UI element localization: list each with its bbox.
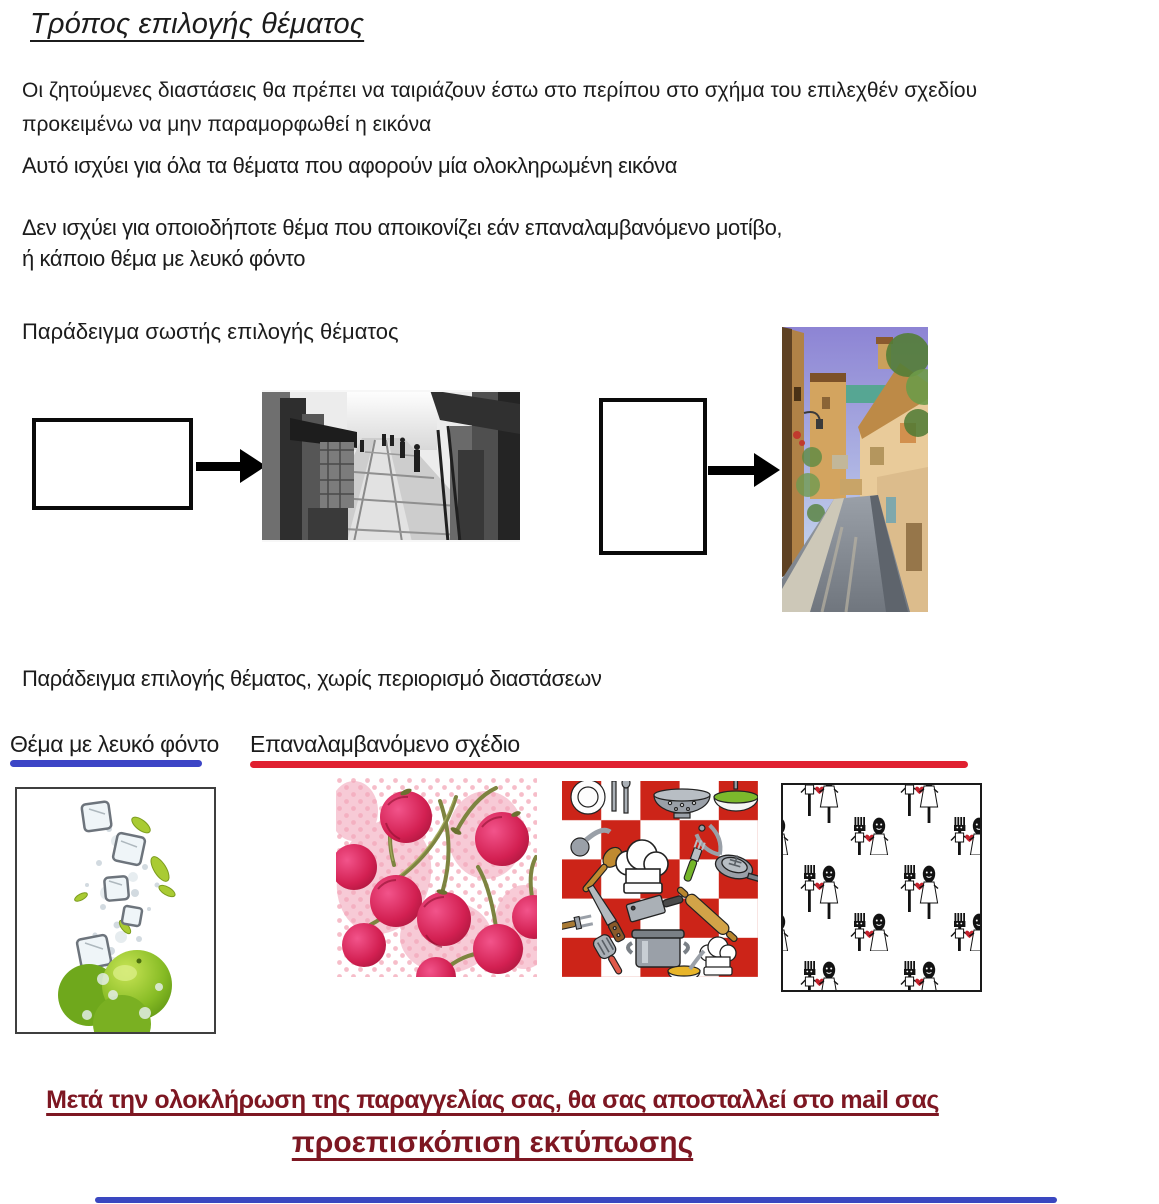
cherries-pattern-image [336, 777, 537, 977]
free-example-heading: Παράδειγμα επιλογής θέματος, χωρίς περιορισμό διαστάσεων [22, 666, 602, 691]
paragraph-applies: Αυτό ισχύει για όλα τα θέματα που αφορούν μία ολοκληρωμένη εικόνα [22, 153, 678, 178]
paragraph-dimensions-line1: Οι ζητούμενες διαστάσεις θα πρέπει να ταιριάζουν έστω στο περίπου στο σχήμα του επιλεχθέν σχεδίου [22, 79, 978, 102]
right-arrow-icon [708, 452, 780, 488]
footer-line1: Μετά την ολοκλήρωση της παραγγελίας σας, θα σας αποσταλλεί στο mail σας [46, 1086, 939, 1114]
footer-line2: προεπισκόπιση εκτύπωσης [291, 1126, 694, 1159]
kitchen-pattern-image [562, 781, 758, 977]
repeating-pattern-label: Επαναλαμβανόμενο σχέδιο [250, 731, 520, 757]
blue-underline-bar [10, 760, 202, 767]
paragraph-not-applies-line1: Δεν ισχύει για οποιοδήποτε θέμα που αποικονίζει εάν επαναλαμβανόμενο μοτίβο, [22, 215, 783, 240]
correct-example-heading: Παράδειγμα σωστής επιλογής θέματος [22, 319, 399, 344]
red-underline-bar [250, 761, 968, 768]
cutlery-pattern-image [781, 783, 982, 992]
portrait-placeholder-rect [599, 398, 707, 555]
landscape-placeholder-rect [32, 418, 193, 510]
page-title: Τρόπος επιλογής θέματος [30, 8, 365, 40]
bottom-blue-bar [95, 1197, 1057, 1203]
paragraph-not-applies-line2: ή κάποιο θέμα με λευκό φόντο [22, 246, 306, 271]
lime-splash-image [15, 787, 216, 1034]
paragraph-dimensions-line2: προκειμένω να μην παραμορφωθεί η εικόνα [22, 113, 432, 136]
watercolor-street-image [782, 327, 928, 612]
footer-notice [20, 1086, 965, 1160]
paragraph-not-applies [22, 212, 782, 274]
bw-street-painting-image [262, 390, 520, 542]
paragraph-dimensions [22, 74, 1082, 142]
right-arrow-icon [196, 448, 266, 484]
white-background-label: Θέμα με λευκό φόντο [10, 731, 219, 757]
